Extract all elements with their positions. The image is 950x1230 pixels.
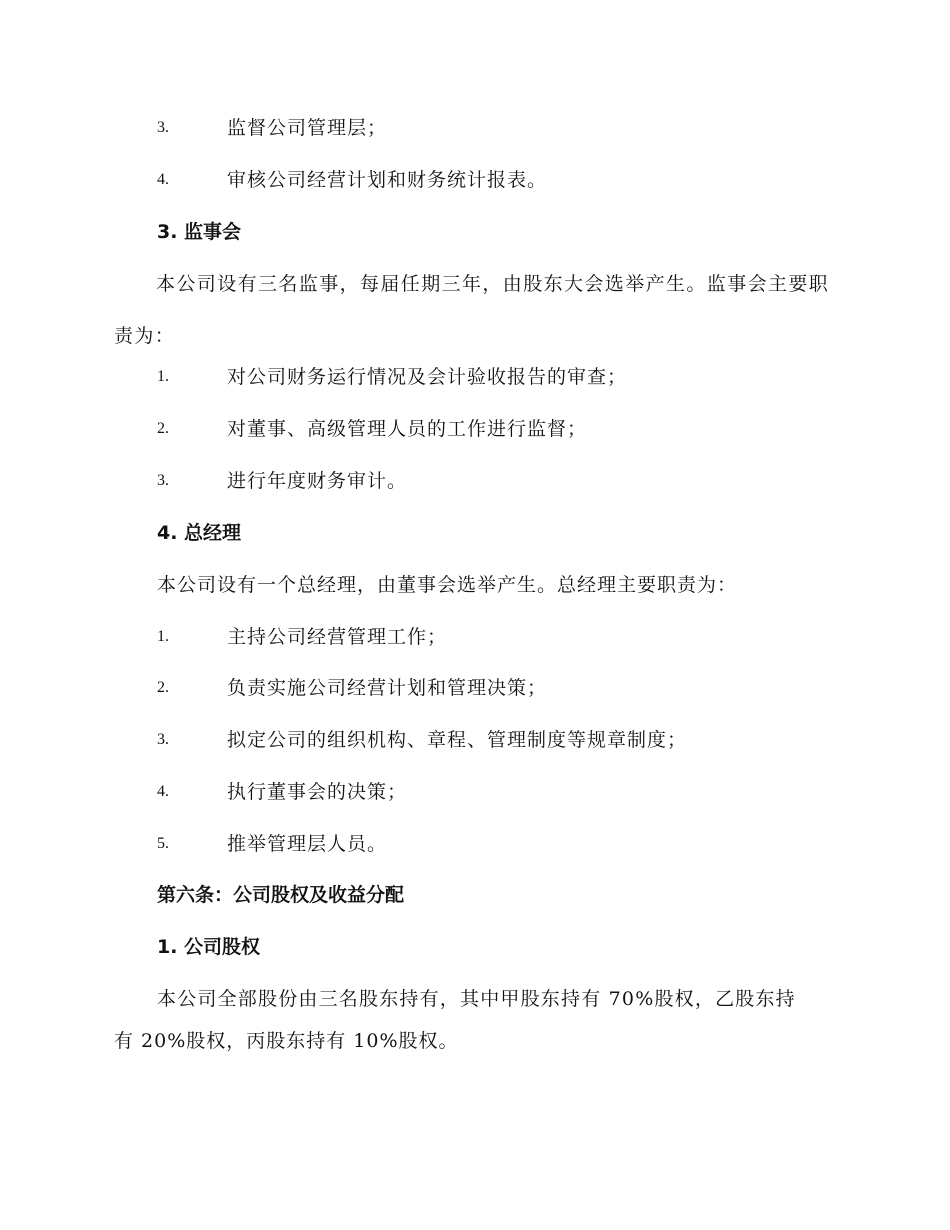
section-heading-general-manager: 4. 总经理: [157, 522, 242, 544]
list-item-number: 1.: [157, 368, 169, 385]
list-item-number: 1.: [157, 628, 169, 645]
list-item-text: 执行董事会的决策；: [227, 781, 408, 803]
list-item-text: 拟定公司的组织机构、章程、管理制度等规章制度；: [227, 729, 688, 751]
paragraph-equity-line-2: 有 20%股权，丙股东持有 10%股权。: [114, 1030, 459, 1052]
list-item-text: 进行年度财务审计。: [227, 470, 408, 492]
list-item-text: 对董事、高级管理人员的工作进行监督；: [227, 418, 588, 440]
list-item-text: 监督公司管理层；: [227, 117, 388, 139]
paragraph-equity-line-1: 本公司全部股份由三名股东持有，其中甲股东持有 70%股权，乙股东持: [157, 988, 796, 1010]
list-item-number: 4.: [157, 171, 169, 188]
list-item-number: 4.: [157, 783, 169, 800]
section-heading-supervisors: 3. 监事会: [157, 221, 242, 243]
article-heading: 第六条：公司股权及收益分配: [157, 884, 405, 906]
list-item-number: 5.: [157, 835, 169, 852]
list-item-number: 3.: [157, 119, 169, 136]
sub-heading-equity: 1. 公司股权: [157, 936, 261, 958]
list-item-text: 审核公司经营计划和财务统计报表。: [227, 169, 548, 191]
list-item-text: 对公司财务运行情况及会计验收报告的审查；: [227, 366, 628, 388]
list-item-number: 3.: [157, 472, 169, 489]
list-item-text: 主持公司经营管理工作；: [227, 626, 448, 648]
list-item-number: 3.: [157, 731, 169, 748]
paragraph-text: 本公司设有三名监事，每届任期三年，由股东大会选举产生。监事会主要职责为：: [114, 273, 830, 347]
list-item-number: 2.: [157, 679, 169, 696]
list-item-text: 负责实施公司经营计划和管理决策；: [227, 677, 548, 699]
paragraph-general-manager: 本公司设有一个总经理，由董事会选举产生。总经理主要职责为：: [157, 574, 738, 596]
list-item-number: 2.: [157, 420, 169, 437]
list-item-text: 推举管理层人员。: [227, 833, 388, 855]
paragraph-supervisors: [114, 258, 834, 362]
